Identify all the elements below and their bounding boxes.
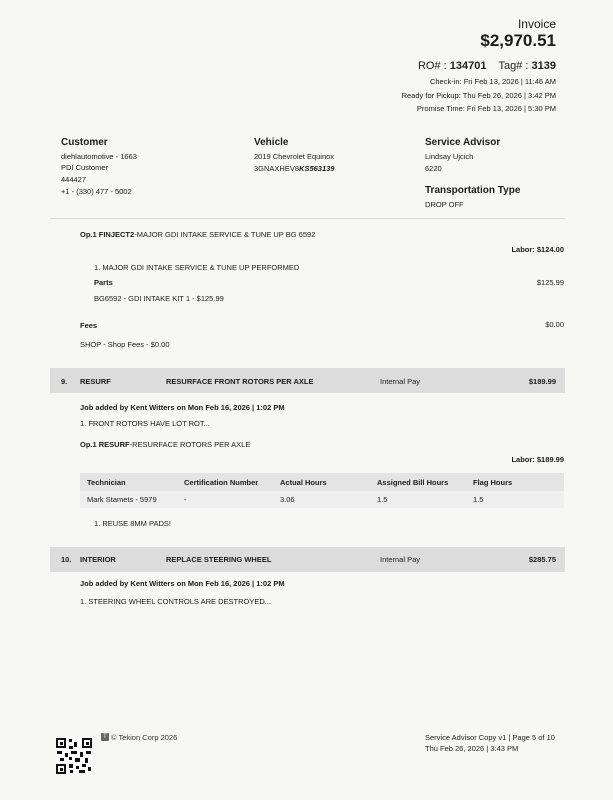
job8-labor: Labor: $124.00 [511, 245, 564, 254]
ready-time: Ready for Pickup: Thu Feb 26, 2026 | 3:42 PM [401, 91, 556, 100]
job9-added-by: Job added by Kent Witters on Mon Feb 16, 2026 | 1:02 PM [80, 403, 285, 412]
tag-number: 3139 [531, 60, 556, 72]
job8-fee-line: SHOP - Shop Fees - $0.00 [80, 340, 170, 349]
job10-added-by: Job added by Kent Witters on Mon Feb 16, 2026 | 1:02 PM [80, 579, 285, 588]
job10-amount: $285.75 [528, 555, 556, 564]
vehicle-block [254, 137, 334, 173]
promise-time: Promise Time: Fri Feb 13, 2026 | 5:30 PM [416, 104, 556, 113]
qr-code-icon [56, 738, 92, 774]
job8-fees-label: Fees [80, 321, 98, 330]
ro-label: RO# : [417, 60, 447, 72]
td-certification: - [184, 495, 187, 504]
job8-parts-label: Parts [94, 278, 113, 287]
job9-concern: 1. FRONT ROTORS HAVE LOT ROT... [80, 419, 210, 428]
job9-title: RESURFACE FRONT ROTORS PER AXLE [166, 377, 314, 386]
job8-note: 1. MAJOR GDI INTAKE SERVICE & TUNE UP PERFORMED [94, 263, 300, 272]
th-certification: Certification Number [184, 478, 259, 487]
job10-header-bar [50, 547, 565, 572]
advisor-heading: Service Advisor [425, 137, 501, 148]
job9-amount: $189.99 [528, 377, 556, 386]
customer-line3: 444427 [61, 175, 87, 184]
th-technician: Technician [87, 478, 126, 487]
job10-concern: 1. STEERING WHEEL CONTROLS ARE DESTROYED... [80, 597, 272, 606]
vin-suffix: KS563139 [299, 164, 335, 173]
vehicle-vin [254, 164, 334, 173]
header-divider [50, 218, 565, 219]
job9-pay-type: Internal Pay [380, 377, 421, 386]
advisor-name: Lindsay Ujcich [425, 152, 474, 161]
invoice-label: Invoice [517, 17, 556, 31]
job10-title: REPLACE STEERING WHEEL [166, 555, 272, 564]
job9-number: 9. [61, 377, 68, 386]
customer-line2: PDI Customer [61, 163, 109, 172]
job9-op-label: Op.1 [80, 440, 97, 449]
job10-pay-type: Internal Pay [380, 555, 421, 564]
job8-op-code: FINJECT2 [98, 230, 135, 239]
transport-heading: Transportation Type [425, 185, 521, 196]
customer-block [61, 137, 137, 196]
job9-code: RESURF [80, 377, 111, 386]
th-assigned-bill-hours: Assigned Bill Hours [377, 478, 449, 487]
job8-fees-total: $0.00 [545, 320, 564, 329]
vin-prefix: 3GNAXHEV8 [254, 164, 300, 173]
job9-note: 1. REUSE 8MM PADS! [94, 519, 171, 528]
td-technician: Mark Stamets - 5979 [87, 495, 157, 504]
job9-op-code: RESURF [98, 440, 130, 449]
job9-op-line [80, 440, 250, 449]
advisor-number: 6220 [425, 164, 442, 173]
checkin-time: Check-in: Fri Feb 13, 2026 | 11:46 AM [429, 77, 556, 86]
job10-code: INTERIOR [80, 555, 116, 564]
job8-op-desc: -MAJOR GDI INTAKE SERVICE & TUNE UP BG 6592 [134, 230, 316, 239]
customer-phone: +1 - (330) 477 - 5002 [61, 187, 132, 196]
vehicle-heading: Vehicle [254, 137, 289, 148]
td-assigned-bill-hours: 1.5 [377, 495, 388, 504]
td-flag-hours: 1.5 [473, 495, 484, 504]
tekion-logo-icon: T [101, 733, 109, 741]
invoice-total: $2,970.51 [480, 31, 556, 50]
job10-number: 10. [61, 555, 72, 564]
job8-op-label: Op.1 [80, 230, 97, 239]
th-flag-hours: Flag Hours [473, 478, 513, 487]
tag-label: Tag# : [498, 60, 529, 72]
ro-tag-line [418, 60, 556, 72]
footer-printed-time: Thu Feb 26, 2026 | 3:43 PM [425, 744, 519, 753]
advisor-block [425, 137, 520, 209]
ro-number: 134701 [449, 60, 487, 72]
job8-part-line: BG6592 - GDI INTAKE KIT 1 - $125.99 [94, 294, 224, 303]
job8-op-line [80, 230, 315, 239]
job9-labor: Labor: $189.99 [511, 455, 564, 464]
td-actual-hours: 3.06 [280, 495, 295, 504]
vehicle-model: 2019 Chevrolet Equinox [254, 152, 335, 161]
footer-copyright: © Tekion Corp 2026 [111, 733, 178, 742]
th-actual-hours: Actual Hours [280, 478, 327, 487]
job9-op-desc: -RESURFACE ROTORS PER AXLE [129, 440, 251, 449]
customer-heading: Customer [61, 137, 108, 148]
customer-line1: diehlautomotive - 1663 [61, 152, 137, 161]
job8-parts-total: $125.99 [536, 278, 564, 287]
footer-copy-info: Service Advisor Copy v1 | Page 5 of 10 [425, 733, 555, 742]
transport-value: DROP OFF [425, 200, 464, 209]
